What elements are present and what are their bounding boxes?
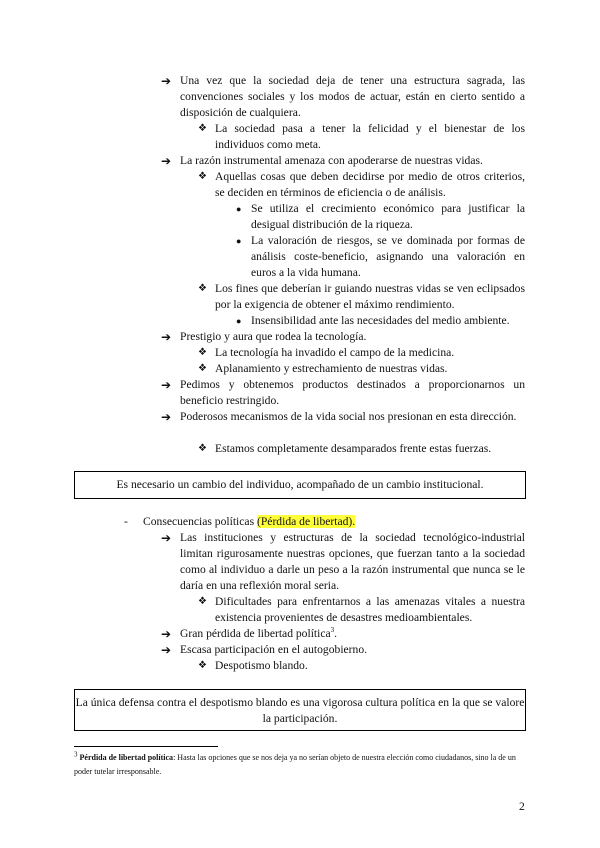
diamond-icon: ❖ xyxy=(198,123,207,134)
item-text: La valoración de riesgos, se ve dominada por formas de análisis coste-beneficio, asignando una valoración en euros a la vida humana. xyxy=(251,234,525,279)
item-text: Insensibilidad ante las necesidades del medio ambiente. xyxy=(251,314,510,327)
diamond-icon: ❖ xyxy=(198,443,207,454)
arrow-icon: ➔ xyxy=(161,531,172,545)
bullet-icon: ● xyxy=(236,236,242,246)
arrow-icon: ➔ xyxy=(161,154,172,168)
footnote-text: : Hasta las opciones que se nos deja ya no serían objeto de nuestra elección como ciudadanos, sino la de un poder tutelar irresponsable. xyxy=(74,753,516,776)
list-item xyxy=(161,329,525,345)
list-item xyxy=(198,441,525,457)
item-text: La sociedad pasa a tener la felicidad y el bienestar de los individuos como meta. xyxy=(215,122,525,151)
section-heading xyxy=(143,514,355,530)
list-item xyxy=(198,121,525,153)
item-text: Se utiliza el crecimiento económico para justificar la desigual distribución de la riqueza. xyxy=(251,202,525,231)
callout-box xyxy=(74,689,526,731)
item-text: Aquellas cosas que deben decidirse por medio de otros criterios, se deciden en términos de eficiencia o de análisis. xyxy=(215,170,525,199)
list-item xyxy=(161,153,525,169)
diamond-icon: ❖ xyxy=(198,171,207,182)
item-text: Pedimos y obtenemos productos destinados a proporcionarnos un beneficio restringido. xyxy=(180,378,525,407)
item-text: Gran pérdida de libertad política xyxy=(180,627,331,640)
item-text: Despotismo blando. xyxy=(215,659,308,672)
list-item xyxy=(198,345,525,361)
dash-bullet: - xyxy=(124,515,128,528)
diamond-icon: ❖ xyxy=(198,283,207,294)
list-item xyxy=(198,361,525,377)
highlighted-text: (Pérdida de libertad). xyxy=(256,515,356,528)
item-text: Escasa participación en el autogobierno. xyxy=(180,643,368,656)
item-text: La tecnología ha invadido el campo de la medicina. xyxy=(215,346,455,359)
item-text: La razón instrumental amenaza con apoderarse de nuestras vidas. xyxy=(180,154,483,167)
list-item xyxy=(236,233,525,281)
callout-box xyxy=(74,471,526,499)
diamond-icon: ❖ xyxy=(198,596,207,607)
list-item xyxy=(198,658,525,674)
item-text: Prestigio y aura que rodea la tecnología. xyxy=(180,330,367,343)
diamond-icon: ❖ xyxy=(198,660,207,671)
arrow-icon: ➔ xyxy=(161,330,172,344)
list-item xyxy=(161,530,525,594)
item-text: Estamos completamente desamparados frente estas fuerzas. xyxy=(215,442,492,455)
callout-text: Es necesario un cambio del individuo, acompañado de un cambio institucional. xyxy=(116,478,484,491)
arrow-icon: ➔ xyxy=(161,643,172,657)
list-item: ➔ Gran pérdida de libertad política$^3$. xyxy=(161,626,338,641)
callout-text: La única defensa contra el despotismo blando es una vigorosa cultura política en la que se valore la participación. xyxy=(75,696,525,725)
list-item xyxy=(161,409,525,425)
page-number: 2 xyxy=(519,800,525,813)
footnote xyxy=(74,751,526,779)
bullet-icon: ● xyxy=(236,316,242,326)
section-title: Consecuencias políticas xyxy=(143,515,255,528)
item-text: Una vez que la sociedad deja de tener una estructura sagrada, las convenciones sociales y los modos de actuar, están en cierto sentido a disposición de cualquiera. xyxy=(180,74,525,119)
footnote-number: 3 xyxy=(74,750,78,759)
arrow-icon: ➔ xyxy=(161,378,172,392)
arrow-icon: ➔ xyxy=(161,410,172,424)
list-item xyxy=(198,594,525,626)
list-item xyxy=(236,313,525,329)
item-text: Aplanamiento y estrechamiento de nuestras vidas. xyxy=(215,362,448,375)
list-item xyxy=(198,281,525,313)
list-item xyxy=(161,377,525,409)
bullet-icon: ● xyxy=(236,204,242,214)
footnote-term: Pérdida de libertad política xyxy=(79,753,174,762)
diamond-icon: ❖ xyxy=(198,347,207,358)
diamond-icon: ❖ xyxy=(198,363,207,374)
item-text: Las instituciones y estructuras de la sociedad tecnológico-industrial limitan rigurosamente nuestras opciones, que fuerzan tanto a la sociedad como al individuo a darle un peso a la razón instrumental que nunca se le daría en una reflexión moral seria. xyxy=(180,531,525,592)
list-item xyxy=(161,73,525,121)
footnote-ref: 3 xyxy=(330,626,335,635)
list-item xyxy=(161,642,525,658)
list-item xyxy=(236,201,525,233)
list-item xyxy=(198,169,525,201)
item-text: Los fines que deberían ir guiando nuestras vidas se ven eclipsados por la exigencia de obtener el máximo rendimiento. xyxy=(215,282,525,311)
arrow-icon: ➔ xyxy=(161,627,172,641)
arrow-icon: ➔ xyxy=(161,74,172,88)
footnote-separator xyxy=(74,746,218,747)
item-text: Dificultades para enfrentarnos a las amenazas vitales a nuestra existencia provenientes de desastres medioambientales. xyxy=(215,595,525,624)
item-text: Poderosos mecanismos de la vida social nos presionan en esta dirección. xyxy=(180,410,517,423)
